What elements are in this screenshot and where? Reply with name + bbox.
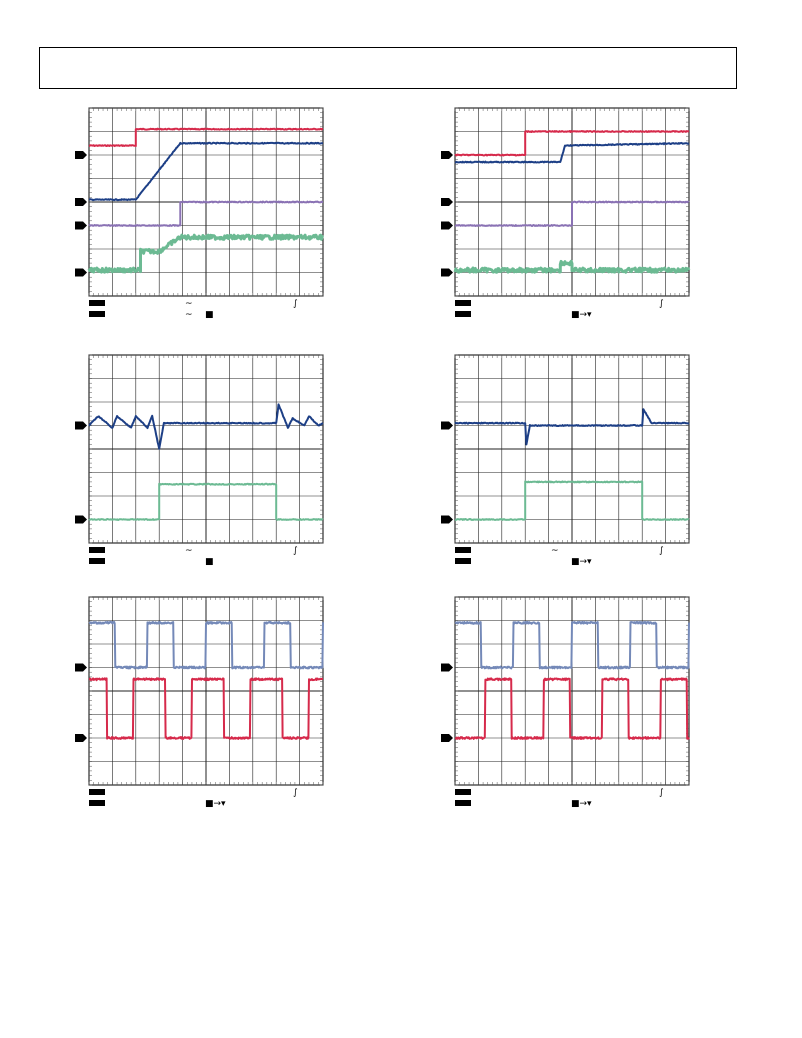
channel-marker-icon [441,734,453,742]
status-glyph: ~ [185,299,193,309]
channel-marker-icon [441,664,453,672]
channel-marker-icon [75,516,87,524]
status-block-icon [455,547,471,553]
scope-svg [441,355,701,571]
scope-figure-2 [441,108,701,324]
status-glyph: ∫ [293,546,298,556]
scope-svg [441,108,701,324]
channel-marker-icon [441,516,453,524]
status-glyph: ~ [551,546,559,556]
status-glyph: ■→▾ [571,799,592,809]
channel-marker-icon [75,734,87,742]
status-glyph: ■ [205,557,214,567]
channel-marker-icon [441,269,453,277]
scope-svg [75,108,335,324]
status-block-icon [89,789,105,795]
status-block-icon [455,300,471,306]
scope-svg [75,597,335,813]
channel-marker-icon [441,198,453,206]
status-block-icon [89,800,105,806]
status-glyph: ■ [205,310,214,320]
status-glyph: ■→▾ [571,557,592,567]
channel-marker-icon [75,664,87,672]
status-glyph: ~ [185,546,193,556]
status-glyph: ∫ [293,788,298,798]
scope-figure-5 [75,597,335,813]
page-header-box [39,47,737,89]
channel-marker-icon [75,422,87,430]
scope-svg [441,597,701,813]
channel-marker-icon [441,222,453,230]
scope-figure-4 [441,355,701,571]
status-block-icon [455,800,471,806]
channel-marker-icon [441,422,453,430]
channel-marker-icon [75,269,87,277]
status-glyph: ~ [185,310,193,320]
status-glyph: ■→▾ [571,310,592,320]
status-block-icon [455,311,471,317]
status-block-icon [89,558,105,564]
status-glyph: ∫ [659,788,664,798]
status-block-icon [89,547,105,553]
status-glyph: ∫ [659,299,664,309]
status-glyph: ∫ [293,299,298,309]
scope-figure-3 [75,355,335,571]
channel-marker-icon [75,222,87,230]
channel-marker-icon [75,198,87,206]
scope-figure-6 [441,597,701,813]
status-block-icon [89,311,105,317]
status-glyph: ∫ [659,546,664,556]
channel-marker-icon [441,151,453,159]
scope-svg [75,355,335,571]
channel-marker-icon [75,151,87,159]
scope-figure-1 [75,108,335,324]
status-glyph: ■→▾ [205,799,226,809]
status-block-icon [455,789,471,795]
status-block-icon [89,300,105,306]
status-block-icon [455,558,471,564]
